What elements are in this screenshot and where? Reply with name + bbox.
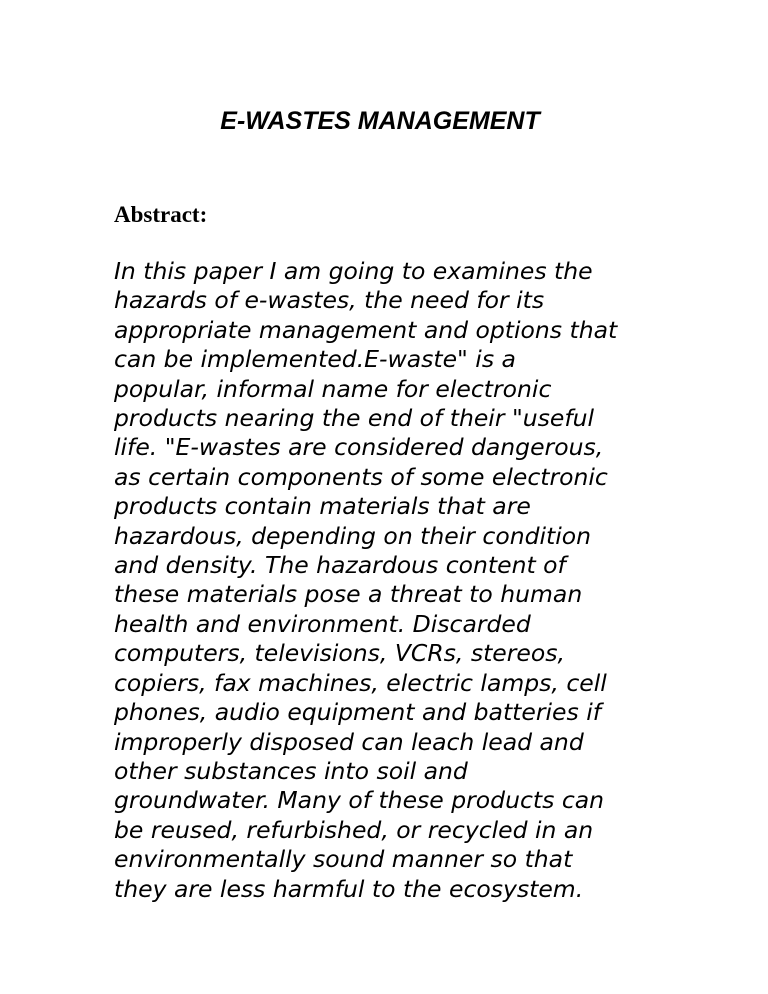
abstract-line: groundwater. Many of these products can xyxy=(114,786,605,815)
abstract-line: popular, informal name for electronic xyxy=(114,374,552,403)
abstract-line: appropriate management and options that xyxy=(114,315,618,344)
abstract-line: hazards of e-wastes, the need for its xyxy=(114,286,545,315)
abstract-line: products nearing the end of their "useful xyxy=(114,404,595,433)
abstract-line: hazardous, depending on their condition xyxy=(114,521,592,550)
abstract-line: as certain components of some electronic xyxy=(114,462,608,491)
abstract-line: they are less harmful to the ecosystem. xyxy=(114,874,584,903)
abstract-line: environmentally sound manner so that xyxy=(114,845,573,874)
abstract-line: In this paper I am going to examines the xyxy=(114,257,593,285)
abstract-heading: Abstract: xyxy=(114,202,208,227)
abstract-paragraph xyxy=(114,257,674,904)
abstract-line: and density. The hazardous content of xyxy=(114,551,566,580)
abstract-line: other substances into soil and xyxy=(114,756,468,785)
abstract-line: phones, audio equipment and batteries if xyxy=(114,698,602,727)
abstract-line: these materials pose a threat to human xyxy=(114,580,583,609)
abstract-line: products contain materials that are xyxy=(114,492,531,521)
abstract-line: improperly disposed can leach lead and xyxy=(114,727,584,756)
abstract-line: life. "E-wastes are considered dangerous, xyxy=(114,433,604,462)
abstract-line: computers, televisions, VCRs, stereos, xyxy=(114,639,565,668)
abstract-line: can be implemented.E-waste" is a xyxy=(114,345,516,374)
abstract-line: copiers, fax machines, electric lamps, cell xyxy=(114,668,607,697)
abstract-line: be reused, refurbished, or recycled in an xyxy=(114,815,594,844)
document-title: E-WASTES MANAGEMENT xyxy=(220,107,540,135)
abstract-line: health and environment. Discarded xyxy=(114,609,531,638)
